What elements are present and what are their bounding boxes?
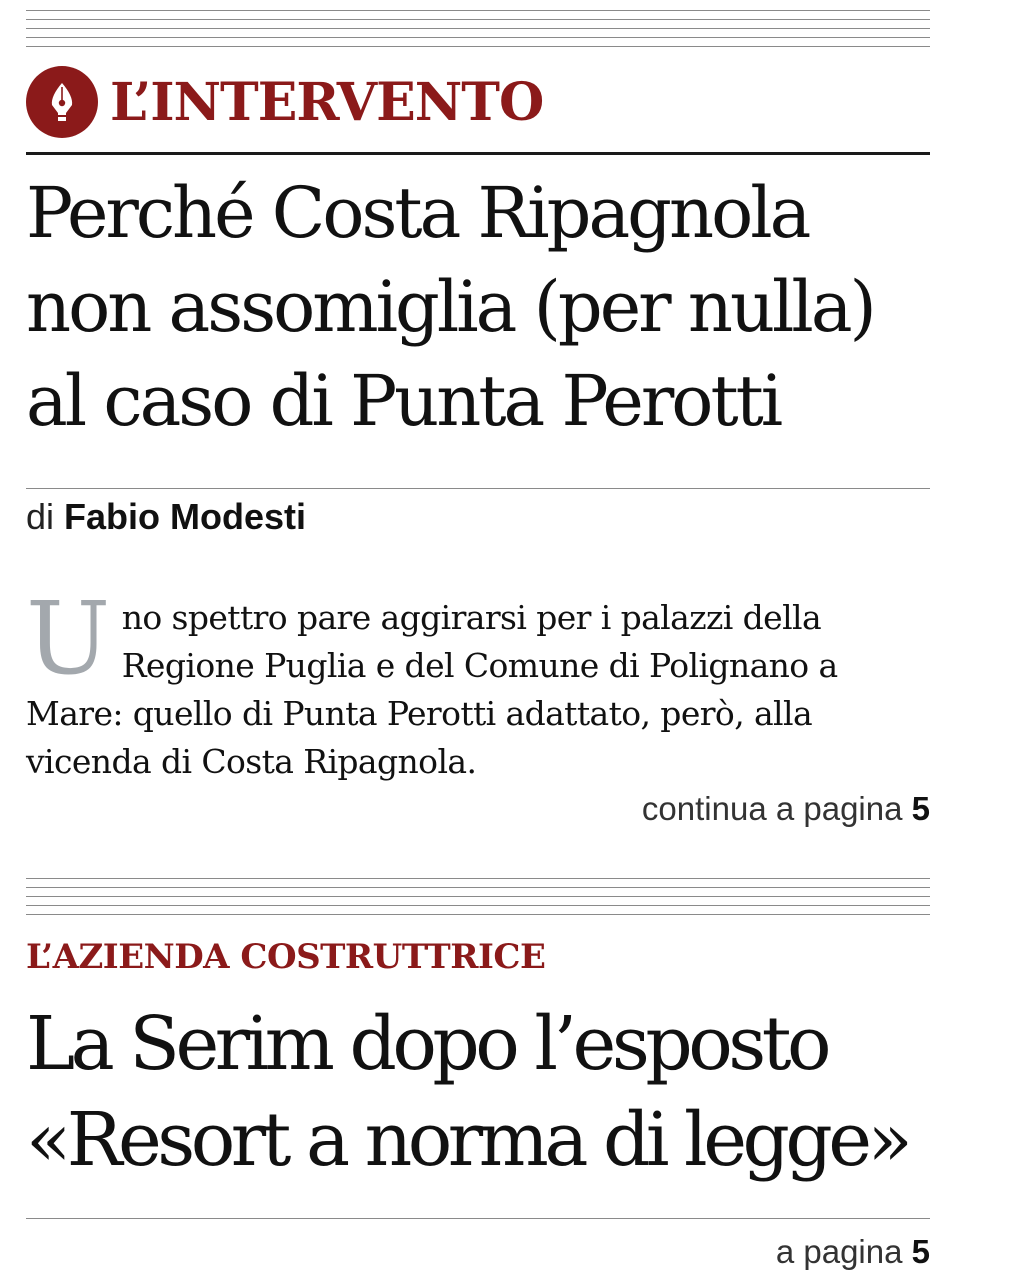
section2-headline-line1: La Serim dopo l’esposto bbox=[26, 1001, 828, 1087]
byline bbox=[26, 496, 306, 538]
section1-kicker: L’INTERVENTO bbox=[110, 71, 544, 133]
byline-prefix: di bbox=[26, 496, 55, 537]
continuation-page: 5 bbox=[911, 790, 930, 827]
mid-rule-3 bbox=[26, 896, 930, 897]
section2-headline-line2: «Resort a norma di legge» bbox=[26, 1097, 909, 1183]
section2-headline[interactable] bbox=[26, 996, 966, 1188]
byline-author: Fabio Modesti bbox=[64, 496, 307, 537]
top-rule-1 bbox=[26, 10, 930, 11]
mid-rule-5 bbox=[26, 914, 930, 915]
mid-rule-2 bbox=[26, 887, 930, 888]
section2-continuation-page: 5 bbox=[911, 1233, 930, 1270]
top-rule-3 bbox=[26, 28, 930, 29]
section2-bottom-rule bbox=[26, 1218, 930, 1219]
section2-continuation-link[interactable] bbox=[776, 1233, 930, 1271]
section1-kicker-row bbox=[26, 64, 543, 140]
article-body-text: no spettro pare aggirarsi per i palazzi della Regione Puglia e del Comune di Polignano a Mare: quello di Punta Perotti adattato, però, alla vicenda di Costa Ripagnola. bbox=[26, 598, 838, 781]
section1-headline[interactable] bbox=[26, 166, 946, 448]
continuation-link[interactable] bbox=[642, 790, 930, 828]
byline-rule bbox=[26, 488, 930, 489]
section1-headline-line3: al caso di Punta Perotti bbox=[26, 360, 781, 442]
mid-rule-4 bbox=[26, 905, 930, 906]
section1-heading-rule bbox=[26, 152, 930, 155]
top-rule-5 bbox=[26, 46, 930, 47]
mid-rule-1 bbox=[26, 878, 930, 879]
fountain-pen-nib-icon bbox=[26, 66, 98, 138]
section2-kicker: L’AZIENDA COSTRUTTRICE bbox=[26, 937, 546, 977]
top-rule-4 bbox=[26, 37, 930, 38]
drop-cap: U bbox=[26, 580, 110, 697]
top-rule-2 bbox=[26, 19, 930, 20]
section1-headline-line2: non assomiglia (per nulla) bbox=[26, 266, 874, 348]
section2-continuation-text: a pagina bbox=[775, 1233, 903, 1270]
section1-headline-line1: Perché Costa Ripagnola bbox=[26, 172, 809, 254]
article-body bbox=[26, 580, 930, 786]
continuation-text: continua a pagina bbox=[641, 790, 903, 827]
